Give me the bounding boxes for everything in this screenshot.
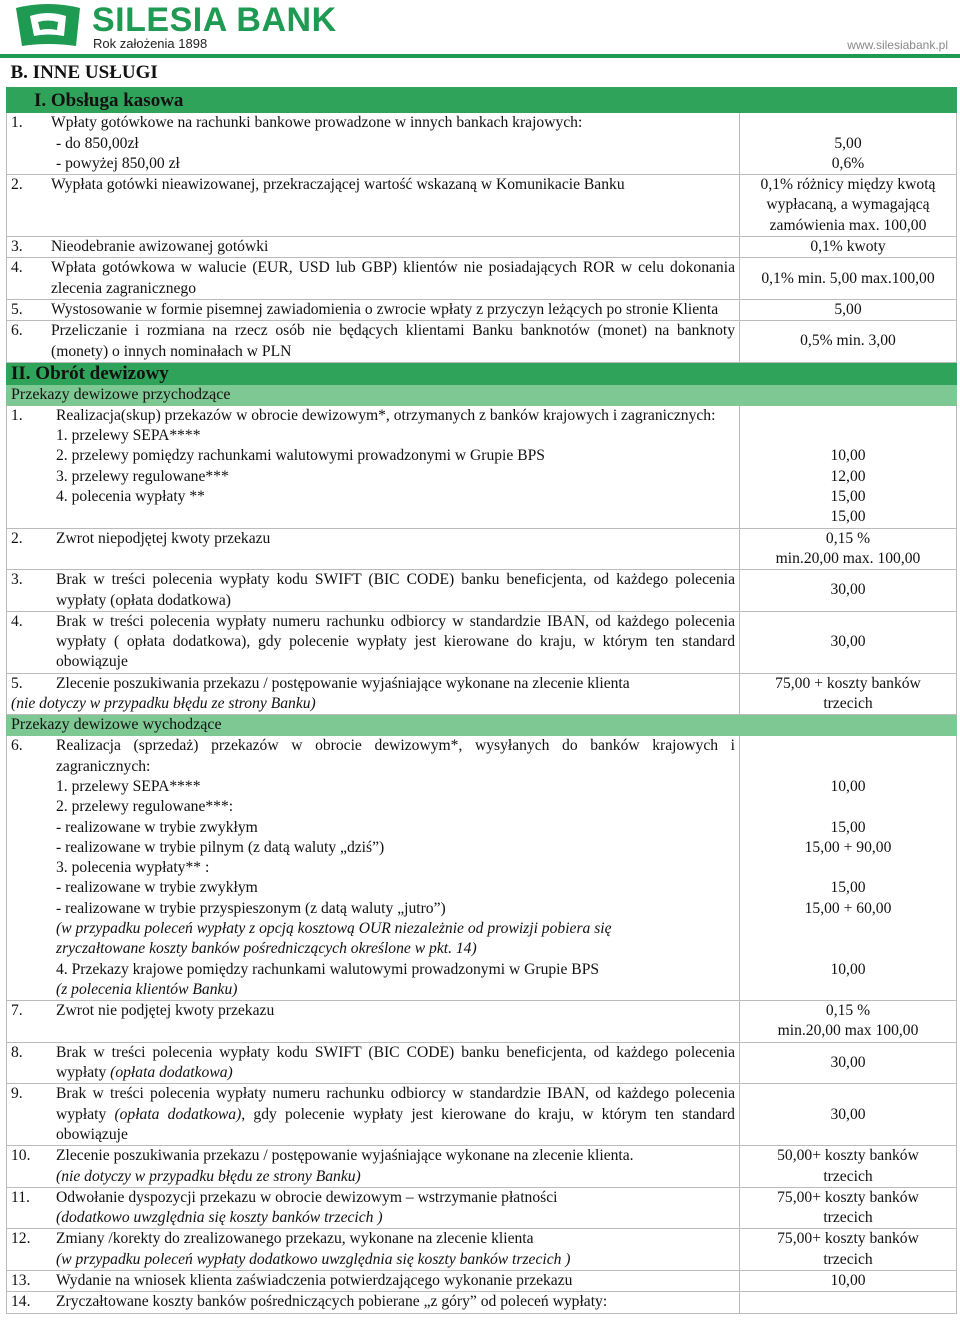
item-line bbox=[11, 1001, 735, 1021]
item-cell bbox=[7, 1271, 740, 1292]
item-line bbox=[11, 175, 735, 195]
text-part: Zryczałtowane koszty banków pośredniczących pobierane „z góry” od poleceń wypłaty: bbox=[56, 1293, 608, 1311]
item-line bbox=[11, 300, 735, 320]
item-line bbox=[11, 1292, 735, 1312]
item-number: 2. bbox=[11, 529, 23, 547]
sub-line: - realizowane w trybie zwykłym bbox=[56, 879, 258, 897]
item-number: 1. bbox=[11, 114, 23, 132]
text-part: Zlecenie poszukiwania przekazu / postępowanie wyjaśniające wykonane na zlecenie klienta. bbox=[56, 1147, 634, 1165]
value-line: 15,00 bbox=[830, 879, 866, 897]
item-text bbox=[51, 113, 735, 133]
item-line bbox=[11, 1043, 735, 1084]
item-number: 11. bbox=[11, 1188, 30, 1206]
table-row bbox=[7, 1042, 957, 1084]
sub-line: 1. przelewy SEPA**** bbox=[56, 777, 201, 795]
text-part: (opłata dodatkowa), bbox=[114, 1105, 246, 1123]
item-line bbox=[11, 1271, 735, 1291]
item-cell bbox=[7, 736, 740, 1001]
item-value: 0,1% min. 5,00 max.100,00 bbox=[740, 258, 957, 300]
item-text bbox=[56, 1229, 735, 1249]
item-value bbox=[740, 405, 957, 528]
item-number: 7. bbox=[11, 1002, 23, 1020]
item-value: 30,00 bbox=[740, 570, 957, 612]
item-value bbox=[740, 1292, 957, 1313]
item-note: (w przypadku poleceń wypłaty dodatkowo uwzględnia się koszty banków trzecich ) bbox=[56, 1250, 571, 1268]
table-row bbox=[7, 1229, 957, 1271]
table-row bbox=[7, 1292, 957, 1313]
table-row bbox=[7, 237, 957, 258]
item-value: 10,00 bbox=[740, 1271, 957, 1292]
item-text bbox=[56, 570, 735, 611]
text-part: Brak w treści polecenia wypłaty kodu SWIFT (BIC CODE) banku beneficjenta, od każdego polecenia wypłaty bbox=[56, 1043, 735, 1082]
sub-line: - realizowane w trybie pilnym (z datą waluty „dziś”) bbox=[56, 838, 385, 856]
item-number: 1. bbox=[11, 406, 23, 424]
outgoing-title: Przekazy dewizowe wychodzące bbox=[7, 715, 957, 736]
item-cell bbox=[7, 1229, 740, 1271]
value-line bbox=[744, 858, 952, 878]
item-text bbox=[56, 1292, 735, 1312]
value-line: 75,00 + koszty banków bbox=[775, 674, 921, 692]
item-value: 0,5% min. 3,00 bbox=[740, 321, 957, 363]
sub-line: 3. polecenia wypłaty** : bbox=[56, 859, 210, 877]
item-line bbox=[11, 237, 735, 257]
item-cell bbox=[7, 258, 740, 300]
text-part: (opłata dodatkowa) bbox=[106, 1064, 233, 1082]
item-line bbox=[11, 406, 735, 426]
item-cell bbox=[7, 673, 740, 715]
item-value bbox=[740, 673, 957, 715]
text-part: Odwołanie dyspozycji przekazu w obrocie dewizowym – wstrzymanie płatności bbox=[56, 1188, 558, 1206]
value-line: 10,00 bbox=[830, 447, 866, 465]
item-cell bbox=[7, 321, 740, 363]
silesia-bank-logo-icon bbox=[12, 2, 84, 52]
table-row bbox=[7, 1187, 957, 1229]
value-line: 15,00 bbox=[830, 818, 866, 836]
item-number: 4. bbox=[11, 259, 23, 277]
value-line: trzecich bbox=[823, 1167, 873, 1185]
item-text bbox=[56, 529, 735, 549]
item-line bbox=[11, 736, 735, 777]
text-part: Zmiany /korekty do zrealizowanego przekazu, wykonane na zlecenie klienta bbox=[56, 1230, 534, 1248]
value-line: 10,00 bbox=[830, 777, 866, 795]
text-part: Wpłata gotówkowa w walucie (EUR, USD lub GBP) klientów nie posiadających ROR w celu dokonania zlecenia zagranicznego bbox=[51, 259, 735, 297]
section-title-row bbox=[7, 60, 957, 88]
value-line: 75,00+ koszty banków bbox=[777, 1230, 919, 1248]
spacer bbox=[744, 757, 952, 777]
table-row bbox=[7, 736, 957, 1001]
text-part: Wypłata gotówki nieawizowanej, przekraczającej wartość wskazaną w Komunikacie Banku bbox=[51, 176, 625, 194]
table-row bbox=[7, 321, 957, 363]
item-value: 30,00 bbox=[740, 1042, 957, 1084]
value-line: 0,15 % bbox=[825, 529, 871, 547]
sub-line: - realizowane w trybie zwykłym bbox=[56, 818, 258, 836]
item-note: (nie dotyczy w przypadku błędu ze strony Banku) bbox=[11, 695, 316, 713]
text-part: Brak w treści polecenia wypłaty kodu SWIFT (BIC CODE) banku beneficjenta, od każdego polecenia wypłaty (opłata dodatkowa) bbox=[56, 571, 735, 609]
spacer bbox=[744, 426, 952, 446]
item-number: 5. bbox=[11, 674, 23, 692]
table-row bbox=[7, 258, 957, 300]
value-line: 75,00+ koszty banków bbox=[777, 1188, 919, 1206]
item-number: 3. bbox=[11, 571, 23, 589]
item-number: 9. bbox=[11, 1085, 23, 1103]
item-cell bbox=[7, 570, 740, 612]
item-number: 3. bbox=[11, 238, 23, 256]
item-line bbox=[11, 674, 735, 694]
table-row bbox=[7, 175, 957, 237]
item-number: 12. bbox=[11, 1230, 31, 1248]
spacer bbox=[744, 113, 952, 133]
item-value: 30,00 bbox=[740, 611, 957, 673]
item-text bbox=[56, 674, 735, 694]
item-cell bbox=[7, 1001, 740, 1043]
table-row bbox=[7, 1084, 957, 1146]
item-number: 2. bbox=[11, 176, 23, 194]
item-text bbox=[51, 321, 735, 362]
text-part: Nieodebranie awizowanej gotówki bbox=[51, 238, 269, 256]
item-number: 10. bbox=[11, 1147, 31, 1165]
item-number: 6. bbox=[11, 322, 23, 340]
value-line: trzecich bbox=[823, 1209, 873, 1227]
item-value: 0,1% różnicy między kwotą wypłacaną, a wymagającą zamówienia max. 100,00 bbox=[740, 175, 957, 237]
text-part: Wpłaty gotówkowe na rachunki bankowe prowadzone w innych bankach krajowych: bbox=[51, 114, 583, 132]
table-row bbox=[7, 1271, 957, 1292]
item-cell bbox=[7, 1292, 740, 1313]
item-text bbox=[56, 1001, 735, 1021]
item-line bbox=[11, 529, 735, 549]
sub-line: 1. przelewy SEPA**** bbox=[56, 427, 201, 445]
item-line bbox=[11, 612, 735, 673]
item-text bbox=[56, 1146, 735, 1166]
text-part: Zlecenie poszukiwania przekazu / postępowanie wyjaśniające wykonane na zlecenie klienta bbox=[56, 674, 630, 692]
item-line bbox=[11, 321, 735, 362]
item-number: 6. bbox=[11, 737, 23, 755]
item-text bbox=[51, 175, 735, 195]
sub-line: (z polecenia klientów Banku) bbox=[56, 980, 238, 998]
item-cell bbox=[7, 1187, 740, 1229]
sub-line: 4. Przekazy krajowe pomiędzy rachunkami walutowymi prowadzonymi w Grupie BPS bbox=[56, 960, 600, 978]
value-line: min.20,00 max. 100,00 bbox=[775, 549, 921, 567]
sub-line: - do 850,00zł bbox=[56, 134, 139, 152]
part1-title-row bbox=[7, 88, 957, 113]
sub-line: 3. przelewy regulowane*** bbox=[56, 467, 229, 485]
outgoing-title-row bbox=[7, 715, 957, 736]
text-part: Realizacja(skup) przekazów w obrocie dewizowym*, otrzymanych z banków krajowych i zagranicznych: bbox=[56, 406, 716, 424]
value-line: 50,00+ koszty banków bbox=[777, 1147, 919, 1165]
item-cell bbox=[7, 405, 740, 528]
text-part: Wystosowanie w formie pisemnej zawiadomienia o zwrocie wpłaty z przyczyn leżących po stronie Klienta bbox=[51, 300, 719, 318]
table-row bbox=[7, 673, 957, 715]
item-line bbox=[11, 1188, 735, 1208]
sub-line: 2. przelewy regulowane***: bbox=[56, 798, 234, 816]
text-part: Zwrot nie podjętej kwoty przekazu bbox=[56, 1002, 275, 1020]
header-divider bbox=[0, 54, 960, 58]
item-cell bbox=[7, 237, 740, 258]
incoming-title-row bbox=[7, 384, 957, 405]
item-text bbox=[51, 258, 735, 299]
value-line: 0,6% bbox=[831, 154, 865, 172]
item-value: 30,00 bbox=[740, 1084, 957, 1146]
item-text bbox=[56, 1188, 735, 1208]
page-header bbox=[0, 0, 960, 56]
value-line bbox=[744, 939, 952, 959]
item-text bbox=[56, 612, 735, 673]
item-value bbox=[740, 113, 957, 175]
table-row bbox=[7, 113, 957, 175]
value-line: 0,15 % bbox=[825, 1002, 871, 1020]
text-part: Zwrot niepodjętej kwoty przekazu bbox=[56, 529, 271, 547]
item-cell bbox=[7, 113, 740, 175]
table-row bbox=[7, 528, 957, 570]
item-line bbox=[11, 258, 735, 299]
value-line: 5,00 bbox=[834, 134, 862, 152]
sub-line: zryczałtowane koszty banków pośredniczących określone w pkt. 14) bbox=[56, 940, 477, 958]
section-title: B. INNE USŁUGI bbox=[10, 62, 158, 83]
text-part: Realizacja (sprzedaż) przekazów w obrocie dewizowym*, wysyłanych do banków krajowych i zagranicznych: bbox=[56, 737, 735, 775]
item-cell bbox=[7, 611, 740, 673]
sub-line: 4. polecenia wypłaty ** bbox=[56, 488, 205, 506]
value-line: 15,00 bbox=[830, 508, 866, 526]
item-text bbox=[51, 237, 735, 257]
item-text bbox=[56, 1271, 735, 1291]
sub-line: - realizowane w trybie przyspieszonym (z datą waluty „jutro”) bbox=[56, 899, 446, 917]
text-part: gdy polecenie wypłaty jest kierowane do kraju, w którym ten standard obowiązuje bbox=[56, 1105, 735, 1143]
item-number: 8. bbox=[11, 1043, 23, 1061]
part1-title: I. Obsługa kasowa bbox=[7, 88, 957, 113]
item-cell bbox=[7, 299, 740, 320]
text-part: Wydanie na wniosek klienta zaświadczenia potwierdzającego wykonanie przekazu bbox=[56, 1272, 573, 1290]
table-row bbox=[7, 1146, 957, 1188]
sub-line: - powyżej 850,00 zł bbox=[56, 154, 180, 172]
spacer bbox=[744, 736, 952, 756]
item-number: 4. bbox=[11, 612, 23, 630]
item-cell bbox=[7, 1146, 740, 1188]
item-line bbox=[11, 570, 735, 611]
item-number: 14. bbox=[11, 1293, 31, 1311]
item-cell bbox=[7, 1084, 740, 1146]
table-row bbox=[7, 570, 957, 612]
item-value bbox=[740, 736, 957, 1001]
part2-title: II. Obrót dewizowy bbox=[7, 362, 957, 384]
item-value bbox=[740, 1001, 957, 1043]
item-value bbox=[740, 1229, 957, 1271]
item-line bbox=[11, 1146, 735, 1166]
incoming-title: Przekazy dewizowe przychodzące bbox=[7, 384, 957, 405]
item-text bbox=[51, 300, 735, 320]
text-part: Przeliczanie i rozmiana na rzecz osób nie będących klientami Banku banknotów (monet) na banknoty (monety) o innych nominałach w PLN bbox=[51, 322, 735, 360]
item-line bbox=[11, 1229, 735, 1249]
value-line bbox=[744, 980, 952, 1000]
item-cell bbox=[7, 528, 740, 570]
text-part: Brak w treści polecenia wypłaty numeru rachunku odbiorcy w standardzie IBAN, od każdego polecenia wypłaty bbox=[56, 1085, 735, 1123]
value-line: 10,00 bbox=[830, 960, 866, 978]
part2-title-row bbox=[7, 362, 957, 384]
item-text bbox=[56, 1084, 735, 1145]
item-number: 5. bbox=[11, 300, 23, 318]
value-line: min.20,00 max 100,00 bbox=[777, 1022, 919, 1040]
value-line: 12,00 bbox=[830, 467, 866, 485]
value-line bbox=[744, 919, 952, 939]
item-value bbox=[740, 1187, 957, 1229]
item-value bbox=[740, 1146, 957, 1188]
item-cell bbox=[7, 175, 740, 237]
item-line bbox=[11, 1084, 735, 1145]
text-part: Brak w treści polecenia wypłaty numeru rachunku odbiorcy w standardzie IBAN, od każdego polecenia wypłaty ( opłata dodatkowa), gdy polecenie wypłaty jest kierowane do kraju, w którym ten standard obowiązuje bbox=[56, 612, 735, 671]
spacer bbox=[744, 406, 952, 426]
item-value bbox=[740, 528, 957, 570]
item-note: (nie dotyczy w przypadku błędu ze strony Banku) bbox=[56, 1167, 361, 1185]
item-text bbox=[56, 736, 735, 777]
brand-name: SILESIA BANK bbox=[92, 1, 337, 39]
fee-table bbox=[6, 60, 957, 1314]
item-text bbox=[56, 1043, 735, 1084]
item-value: 5,00 bbox=[740, 299, 957, 320]
item-note: (dodatkowo uwzględnia się koszty banków trzecich ) bbox=[56, 1209, 383, 1227]
value-line: trzecich bbox=[823, 1250, 873, 1268]
item-value: 0,1% kwoty bbox=[740, 237, 957, 258]
item-line bbox=[11, 113, 735, 133]
value-line: 15,00 + 90,00 bbox=[804, 838, 892, 856]
table-row bbox=[7, 405, 957, 528]
brand-tagline: Rok założenia 1898 bbox=[93, 36, 208, 51]
value-line bbox=[744, 797, 952, 817]
value-line: 15,00 bbox=[830, 488, 866, 506]
sub-line: 2. przelewy pomiędzy rachunkami walutowymi prowadzonymi w Grupie BPS bbox=[56, 447, 545, 465]
value-line: trzecich bbox=[823, 695, 873, 713]
value-line: 15,00 + 60,00 bbox=[804, 899, 892, 917]
item-text bbox=[56, 406, 735, 426]
table-row bbox=[7, 611, 957, 673]
bank-url-link[interactable]: www.silesiabank.pl bbox=[847, 38, 948, 52]
item-cell bbox=[7, 1042, 740, 1084]
table-row bbox=[7, 1001, 957, 1043]
sub-line: (w przypadku poleceń wypłaty z opcją kosztową OUR niezależnie od prowizji pobiera się bbox=[56, 919, 612, 937]
table-row bbox=[7, 299, 957, 320]
item-number: 13. bbox=[11, 1272, 31, 1290]
